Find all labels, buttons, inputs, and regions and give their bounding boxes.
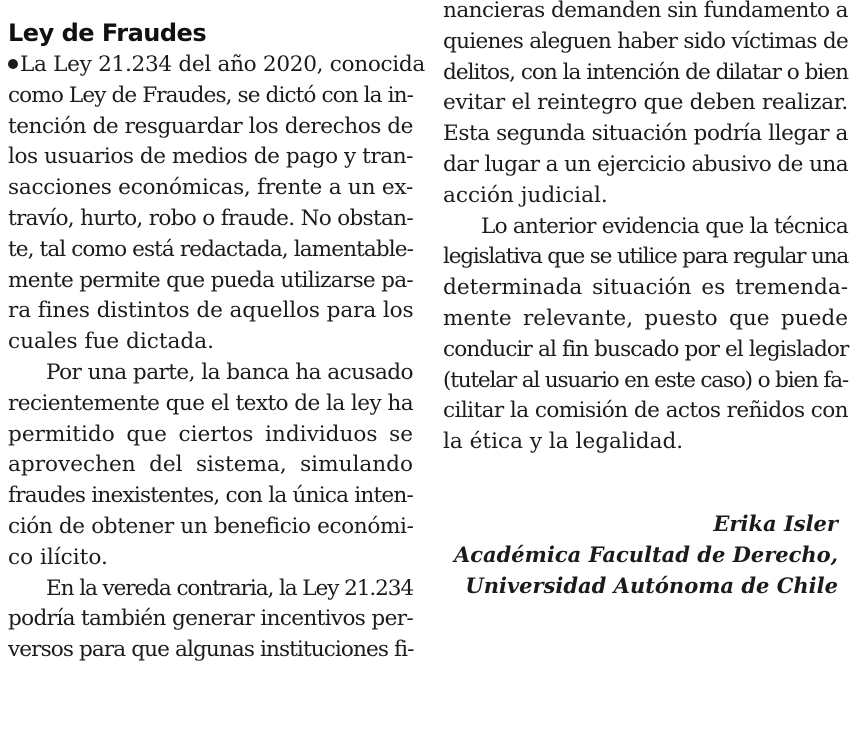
article-line: quienes aleguen haber sido víctimas de [443,28,848,54]
author-signature [454,508,838,601]
article-line: cilitar la comisión de actos reñidos con [443,398,848,424]
article-line: tención de resguardar los derechos de [8,113,413,139]
author-name: Erika Isler [713,511,838,536]
article-line: mente permite que pueda utilizarse pa- [8,267,413,293]
article-title: Ley de Fraudes [8,19,207,47]
article-line: (tutelar al usuario en este caso) o bien fa- [443,367,848,393]
article-line: Por una parte, la banca ha acusado [46,359,413,385]
article-line: permitido que ciertos individuos se [8,421,413,447]
article-line: te, tal como está redactada, lamentable- [8,236,413,262]
article-line: ción de obtener un beneficio económi- [8,513,414,539]
article-line: nancieras demanden sin fundamento a [443,0,848,23]
article-line: acción judicial. [443,182,608,208]
article-line: evitar el reintegro que deben realizar. [443,90,848,116]
article-line: dar lugar a un ejercicio abusivo de una [443,151,848,177]
article-line: los usuarios de medios de pago y tran- [8,144,413,170]
article-line: delitos, con la intención de dilatar o bien [443,59,848,85]
article-line: fraudes inexistentes, con la única inten- [8,483,413,509]
article-line: travío, hurto, robo o fraude. No obstan- [8,205,413,231]
bullet-icon [8,59,18,69]
author-position: Académica Facultad de Derecho, [453,542,838,567]
article-line: mente relevante, puesto que puede [443,305,848,331]
article-line: cuales fue dictada. [8,329,214,355]
article-line: recientemente que el texto de la ley ha [8,390,413,416]
article-line: Lo anterior evidencia que la técnica [481,213,848,239]
article-line: Esta segunda situación podría llegar a [443,121,849,147]
article-line: la ética y la legalidad. [443,429,684,455]
article-line: conducir al fin buscado por el legislador [443,336,849,362]
article-line: co ilícito. [8,544,108,570]
article-line: podría también generar incentivos per- [8,606,413,632]
article-line: En la vereda contraria, la Ley 21.234 [46,575,413,601]
article-column-right [443,0,848,458]
author-institution: Universidad Autónoma de Chile [465,573,838,598]
article-line: aprovechen del sistema, simulando [8,452,413,478]
line-text: La Ley 21.234 del año 2020, conocida [20,52,425,77]
article-line: ra fines distintos de aquellos para los [8,298,414,324]
article-line: determinada situación es tremenda- [443,275,848,301]
article-line: como Ley de Fraudes, se dictó con la in- [8,82,413,108]
article-line: sacciones económicas, frente a un ex- [8,175,413,201]
article-line: legislativa que se utilice para regular una [443,244,848,270]
article-line: versos para que algunas instituciones fi- [8,637,414,663]
article-line [8,50,425,81]
article-column-left [8,0,425,666]
